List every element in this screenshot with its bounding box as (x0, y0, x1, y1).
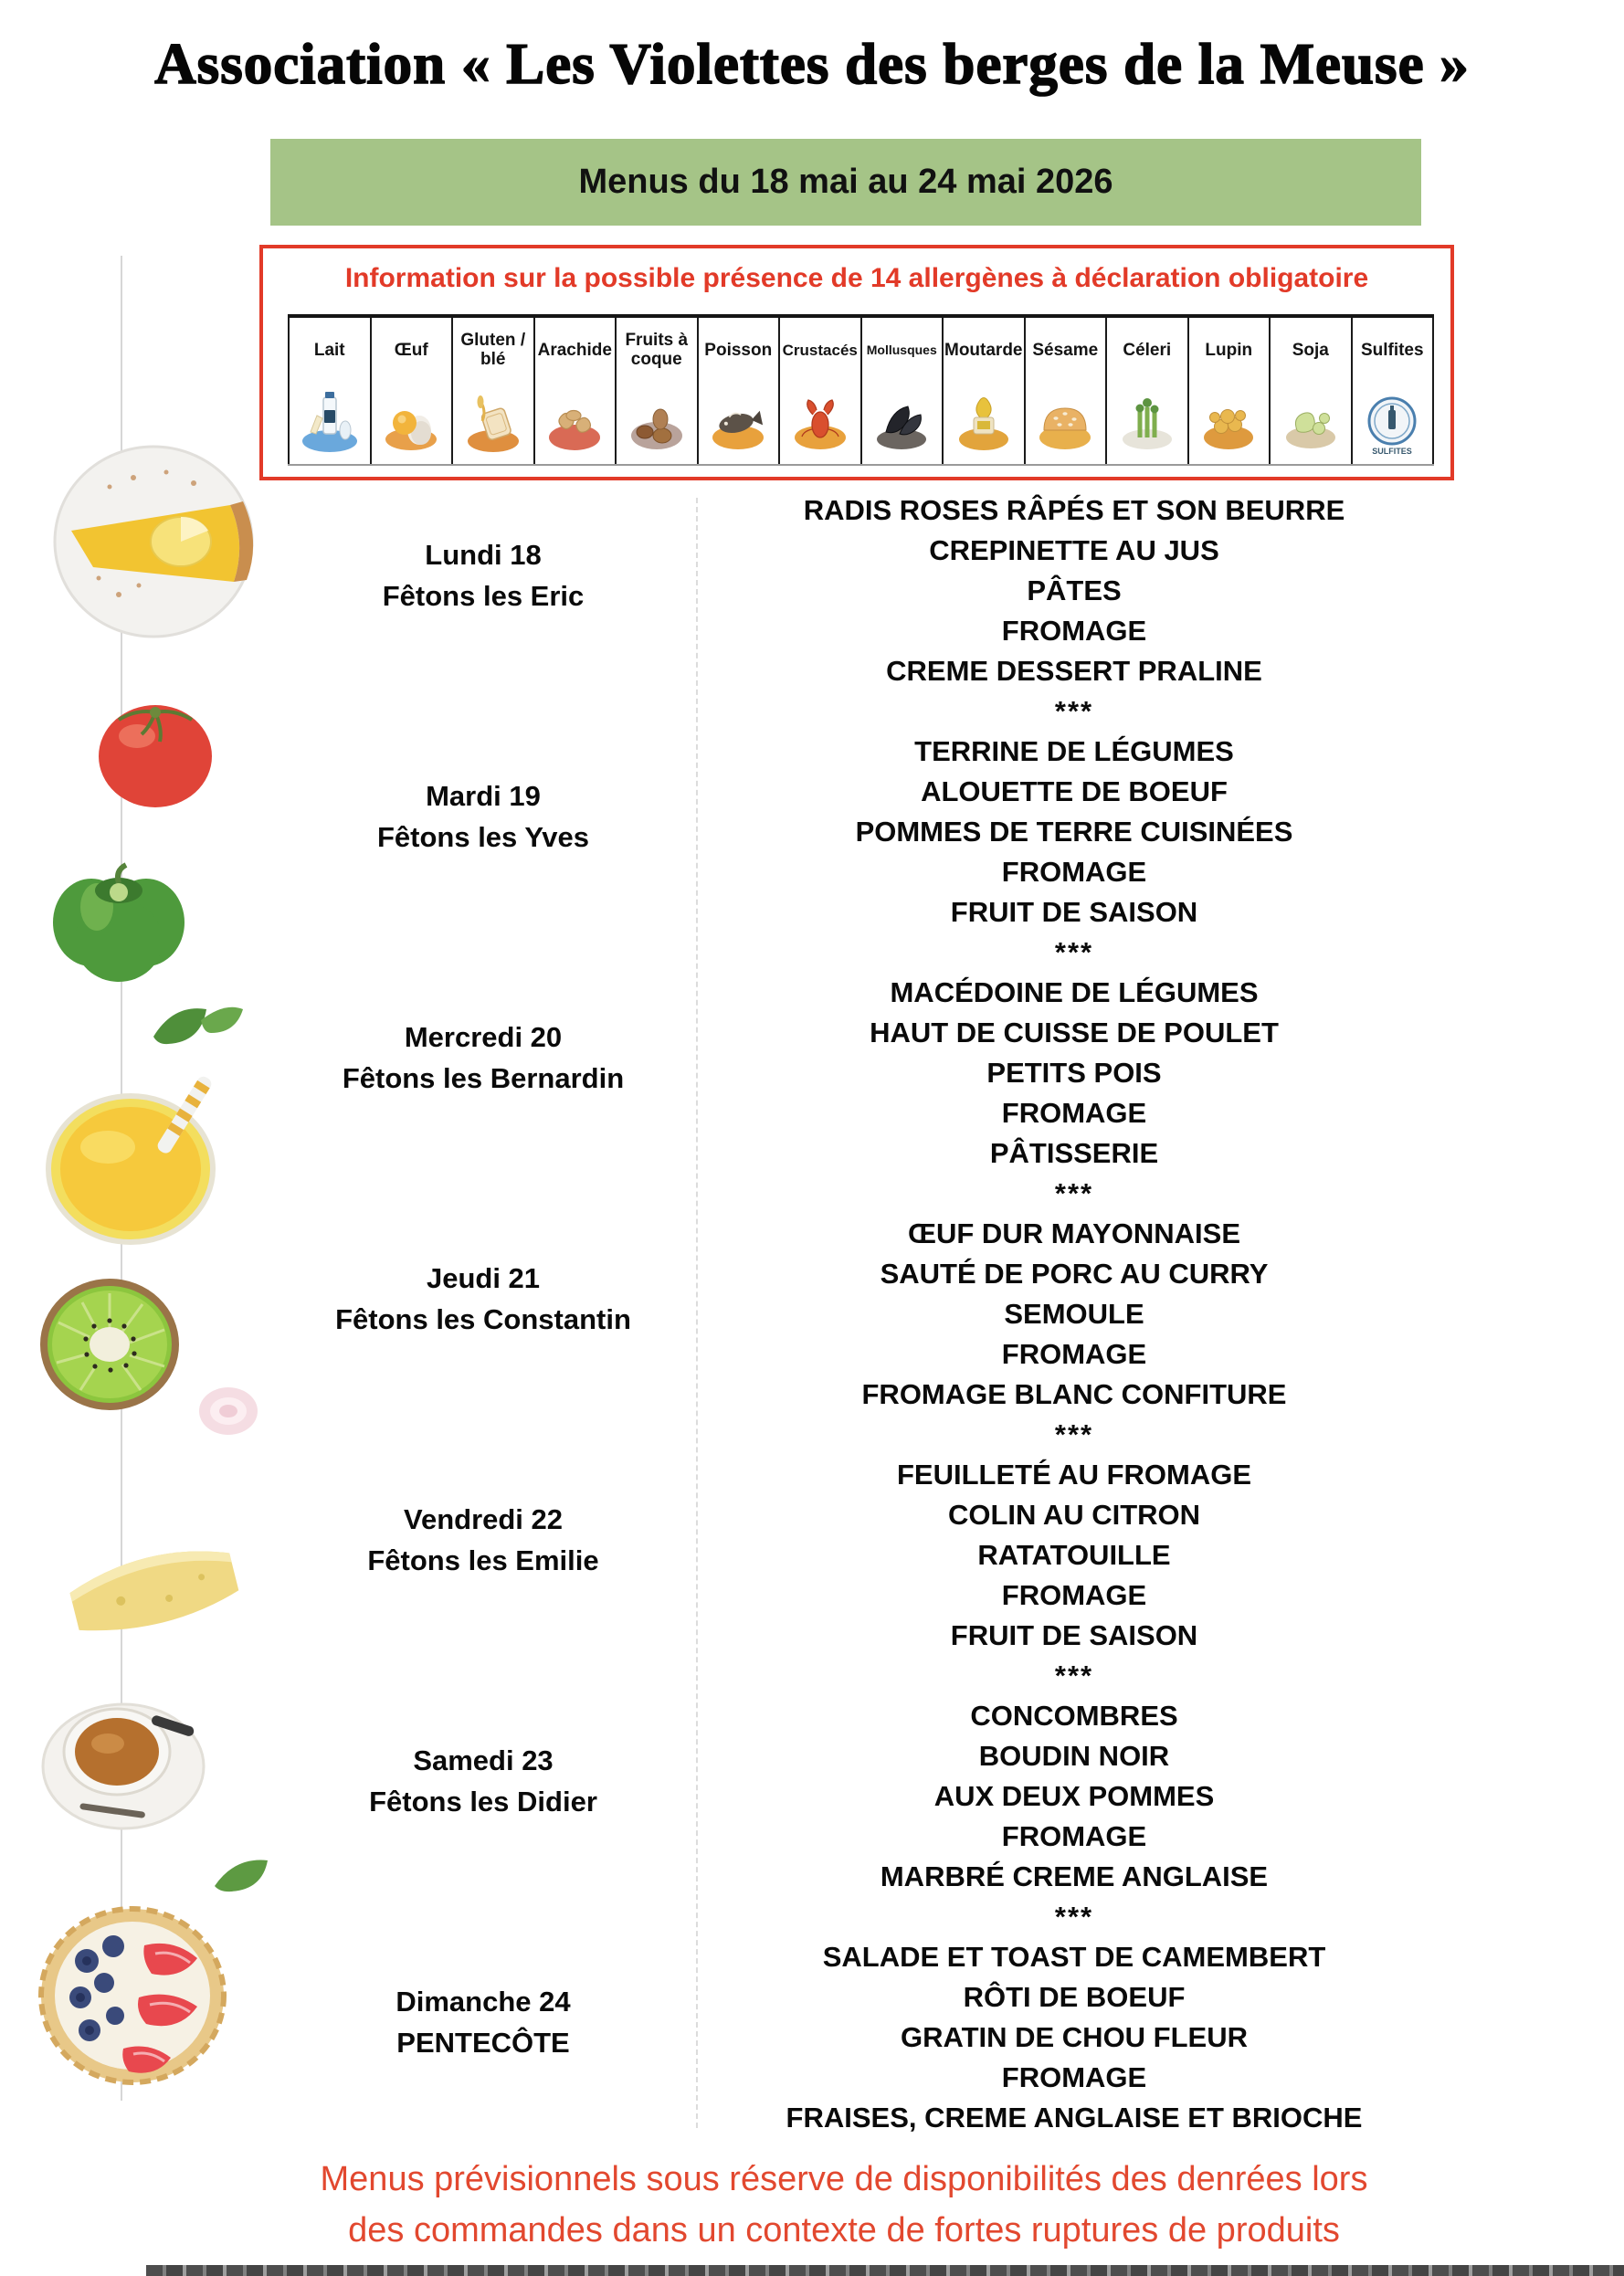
day-menu-items (697, 1937, 1451, 2178)
menu-item: FROMAGE (1001, 1820, 1147, 1852)
allergen-label: Lupin (1205, 340, 1253, 360)
allergen-label: Mollusques (866, 342, 937, 357)
menu-item: FRUIT DE SAISON (950, 896, 1198, 928)
menu-item: HAUT DE CUISSE DE POULET (870, 1017, 1279, 1048)
menu-item: MACÉDOINE DE LÉGUMES (890, 976, 1259, 1008)
allergen-cell (372, 318, 454, 464)
day-column (0, 1937, 697, 2178)
mollusc-icon (862, 382, 943, 464)
allergen-cell (780, 318, 862, 464)
menu-item: PÂTISSERIE (989, 1137, 1159, 1169)
day-column (0, 490, 697, 732)
menu-item: FEUILLETÉ AU FROMAGE (896, 1459, 1252, 1491)
footer-line-1: Menus prévisionnels sous réserve de disponibilités des denrées lors (320, 2160, 1368, 2198)
day-label: Samedi 23 (413, 1744, 554, 1776)
day-label: Mardi 19 (426, 780, 541, 812)
menu-item: RATATOUILLE (977, 1539, 1171, 1571)
menu-item: GRATIN DE CHOU FLEUR (900, 2021, 1249, 2053)
menu-item: MARBRÉ CREME ANGLAISE (880, 1860, 1269, 1892)
sesame-bun-icon (1026, 382, 1106, 464)
menu-item: FROMAGE (1001, 856, 1147, 888)
day-row (0, 732, 1624, 973)
allergen-cell (699, 318, 781, 464)
allergen-label: Arachide (537, 340, 612, 360)
peanut-icon (535, 382, 616, 464)
gluten-bread-icon (453, 382, 533, 464)
soy-icon (1271, 382, 1351, 464)
day-row (0, 1696, 1624, 1937)
day-row (0, 1214, 1624, 1455)
menu-item: FRUIT DE SAISON (950, 1619, 1198, 1651)
week-banner (270, 139, 1421, 226)
day-celebration: Fêtons les Yves (376, 821, 590, 853)
menu-divider: *** (1054, 695, 1094, 727)
mustard-icon (944, 382, 1024, 464)
allergen-cell (453, 318, 535, 464)
day-row (0, 973, 1624, 1214)
menu-item: CONCOMBRES (970, 1700, 1178, 1732)
allergen-label: Sulfites (1360, 340, 1424, 360)
allergen-label: Gluten / blé (460, 331, 526, 369)
allergen-cell (1271, 318, 1353, 464)
tree-nuts-icon (617, 382, 697, 464)
allergen-label: Fruits à coque (625, 331, 689, 369)
allergen-cell (617, 318, 699, 464)
menu-item: FROMAGE (1001, 615, 1147, 647)
day-column (0, 1696, 697, 1937)
menu-item: FROMAGE (1001, 1097, 1147, 1129)
allergen-cell (862, 318, 944, 464)
fish-icon (699, 382, 779, 464)
day-row (0, 1937, 1624, 2178)
day-column (0, 732, 697, 973)
allergen-cell (1107, 318, 1189, 464)
allergen-label: Moutarde (944, 340, 1023, 360)
menu-item: SALADE ET TOAST DE CAMEMBERT (822, 1941, 1326, 1973)
menu-divider: *** (1054, 1901, 1094, 1933)
day-label: Dimanche 24 (395, 1986, 571, 2018)
menu-item: CREME DESSERT PRALINE (886, 655, 1262, 687)
crustacean-icon (780, 382, 860, 464)
allergen-cell (1353, 318, 1435, 464)
menu-item: PETITS POIS (986, 1057, 1162, 1089)
day-celebration: Fêtons les Didier (369, 1786, 597, 1818)
day-menu-items (697, 973, 1451, 1214)
day-column (0, 1455, 697, 1696)
celery-icon (1107, 382, 1187, 464)
menu-item: COLIN AU CITRON (947, 1499, 1201, 1531)
day-celebration: Fêtons les Emilie (367, 1544, 599, 1576)
allergen-cell (944, 318, 1026, 464)
footer-note (64, 2154, 1624, 2256)
allergen-cell (1026, 318, 1108, 464)
menu-item: RADIS ROSES RÂPÉS ET SON BEURRE (803, 494, 1345, 526)
menu-item: FROMAGE BLANC CONFITURE (861, 1378, 1287, 1410)
day-row (0, 1455, 1624, 1696)
day-celebration: Fêtons les Eric (382, 580, 585, 612)
menu-item: TERRINE DE LÉGUMES (914, 735, 1234, 767)
menu-divider: *** (1054, 1418, 1094, 1450)
egg-icon (372, 382, 452, 464)
day-menu-items (697, 1455, 1451, 1696)
day-menu-items (697, 490, 1451, 732)
allergen-cell (535, 318, 617, 464)
allergen-cell (1189, 318, 1271, 464)
day-label: Jeudi 21 (426, 1262, 541, 1294)
scan-edge-artifact (146, 2265, 1624, 2276)
menu-item: FROMAGE (1001, 2061, 1147, 2093)
day-label: Lundi 18 (425, 539, 542, 571)
day-menu-items (697, 1214, 1451, 1455)
allergen-label: Céleri (1123, 340, 1172, 360)
day-row (0, 490, 1624, 732)
allergen-info-box (259, 245, 1454, 480)
menu-item: ALOUETTE DE BOEUF (921, 775, 1228, 807)
menu-item: SAUTÉ DE PORC AU CURRY (880, 1258, 1269, 1290)
day-label: Mercredi 20 (404, 1021, 563, 1053)
allergen-box-title: Information sur la possible présence de 14 allergènes à déclaration obligatoire (344, 263, 1369, 293)
lupin-icon (1189, 382, 1270, 464)
allergen-label: Œuf (394, 340, 428, 360)
sulfites-icon (1353, 382, 1433, 464)
menu-divider: *** (1054, 936, 1094, 968)
menu-days (0, 490, 1624, 2178)
day-menu-items (697, 732, 1451, 973)
day-column (0, 973, 697, 1214)
menu-item: PÂTES (1027, 574, 1122, 606)
day-celebration: Fêtons les Bernardin (342, 1062, 625, 1094)
menu-item: SEMOULE (1004, 1298, 1144, 1330)
allergen-table (288, 314, 1434, 466)
day-label: Vendredi 22 (403, 1503, 564, 1535)
menu-item: FROMAGE (1001, 1338, 1147, 1370)
day-celebration: Fêtons les Constantin (335, 1303, 631, 1335)
day-celebration: PENTECÔTE (396, 2027, 570, 2059)
menu-item: FROMAGE (1001, 1579, 1147, 1611)
menu-item: BOUDIN NOIR (978, 1740, 1170, 1772)
footer-line-2: des commandes dans un contexte de fortes ruptures de produits (348, 2211, 1340, 2250)
day-column (0, 1214, 697, 1455)
menu-item: FRAISES, CREME ANGLAISE ET BRIOCHE (786, 2102, 1363, 2134)
day-menu-items (697, 1696, 1451, 1937)
menu-item: POMMES DE TERRE CUISINÉES (855, 816, 1293, 848)
page-title: Association « Les Violettes des berges de la Meuse » (154, 32, 1470, 96)
svg-text:SULFITES: SULFITES (1372, 447, 1413, 456)
menu-item: ŒUF DUR MAYONNAISE (908, 1217, 1240, 1249)
allergen-label: Soja (1292, 340, 1329, 360)
menu-item: CREPINETTE AU JUS (929, 534, 1219, 566)
menu-divider: *** (1054, 1660, 1094, 1691)
allergen-label: Crustacés (782, 341, 858, 359)
menu-item: AUX DEUX POMMES (933, 1780, 1215, 1812)
milk-icon (290, 382, 370, 464)
menu-item: RÔTI DE BOEUF (963, 1981, 1186, 2013)
menu-divider: *** (1054, 1177, 1094, 1209)
allergen-label: Poisson (704, 340, 773, 360)
week-banner-text: Menus du 18 mai au 24 mai 2026 (578, 163, 1113, 201)
allergen-label: Lait (313, 340, 345, 360)
allergen-label: Sésame (1032, 340, 1099, 360)
allergen-cell (288, 318, 372, 464)
